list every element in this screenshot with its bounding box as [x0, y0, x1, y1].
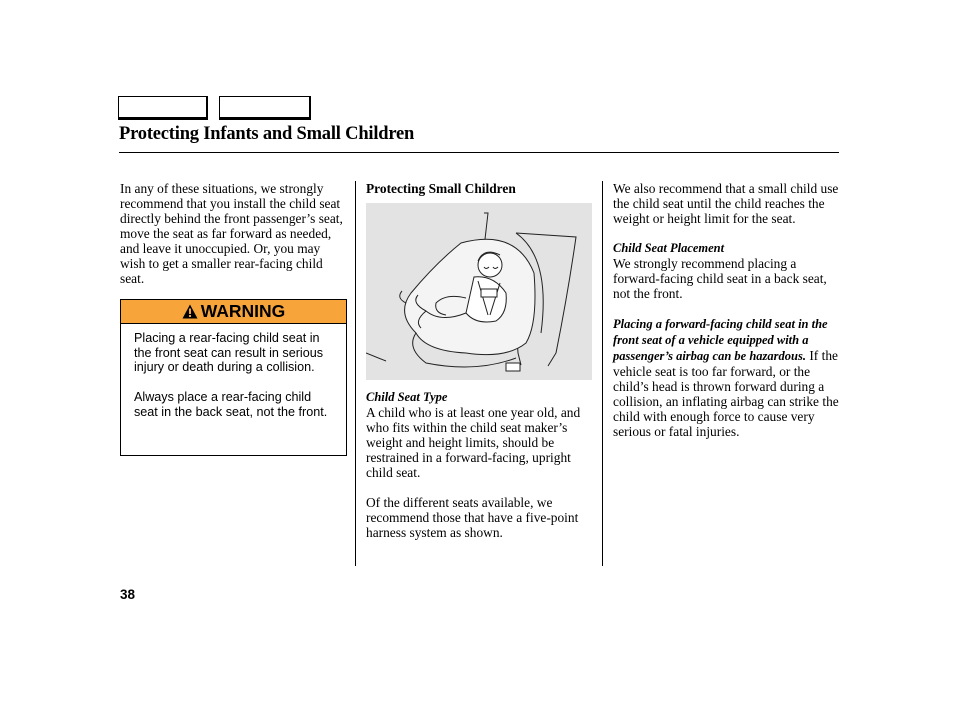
warning-header [121, 300, 346, 324]
warning-label: WARNING [200, 301, 286, 321]
airbag-paragraph [613, 316, 841, 439]
airbag-warning-text: If the vehicle seat is too far forward, or the child’s head is thrown forward during a collision, an inflating airbag can strike the child with enough force to cause very serious or fatal injuries. [613, 348, 839, 439]
column-divider-1 [355, 181, 356, 566]
warning-text-1: Placing a rear-facing child seat in the front seat can result in serious injury or death during a collision. [134, 331, 324, 375]
section-heading: Protecting Small Children [366, 181, 516, 196]
page-title: Protecting Infants and Small Children [119, 124, 415, 144]
column-divider-2 [602, 181, 603, 566]
column-3 [613, 181, 841, 439]
child-seat-placement-heading: Child Seat Placement [613, 241, 725, 255]
recommend-paragraph: We also recommend that a small child use the child seat until the child reaches the weight or height limit for the seat. [613, 181, 839, 226]
nav-button-2[interactable] [219, 96, 311, 120]
column-1 [120, 181, 348, 286]
nav-button-1[interactable] [118, 96, 208, 120]
warning-body [121, 324, 346, 420]
warning-text-2: Always place a rear-facing child seat in the back seat, not the front. [134, 390, 328, 419]
child-in-seat-image [366, 203, 592, 380]
airbag-warning-lead: Placing a forward-facing child seat in the front seat of a vehicle equipped with a passenger’s airbag can be hazardous. [613, 317, 828, 363]
placement-paragraph: We strongly recommend placing a forward-facing child seat in a back seat, not the front. [613, 256, 827, 301]
child-seat-illustration [366, 203, 592, 380]
page-number: 38 [120, 587, 136, 602]
child-seat-type-heading: Child Seat Type [366, 390, 448, 404]
warning-box [120, 299, 347, 456]
warning-triangle-icon [182, 304, 198, 319]
intro-paragraph: In any of these situations, we strongly recommend that you install the child seat directly behind the front passenger’s seat, move the seat as far forward as needed, and leave it unoccupied. Or, you may wish to get a smaller rear-facing child seat. [120, 181, 343, 286]
harness-paragraph: Of the different seats available, we recommend those that have a five-point harness system as shown. [366, 495, 579, 540]
title-divider [119, 152, 839, 153]
child-seat-type-paragraph: A child who is at least one year old, and who fits within the child seat maker’s weight and height limits, should be restrained in a forward-facing, upright child seat. [366, 405, 581, 480]
